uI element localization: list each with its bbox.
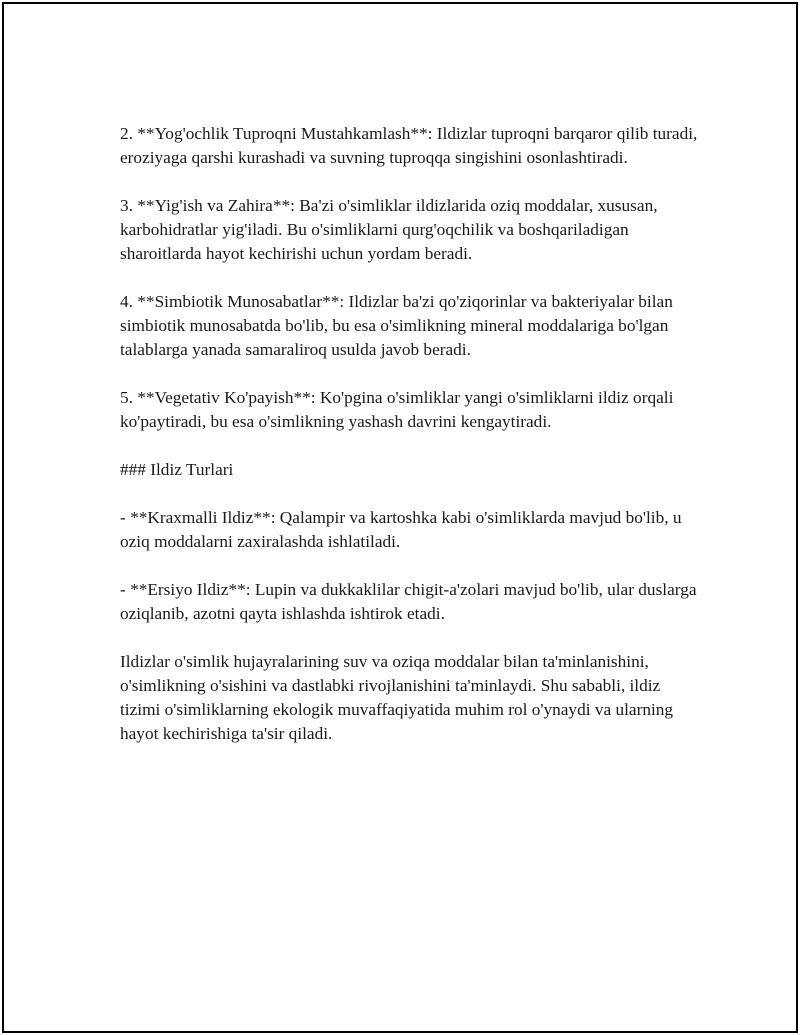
paragraph-conclusion: Ildizlar o'simlik hujayralarining suv va oziqa moddalar bilan ta'minlanishini, o'simlikning o'sishini va dastlabki rivojlanishini ta'minlaydi. Shu sababli, ildiz tizimi o'simliklarning ekologik muvaffaqiyatida muhim rol o'ynaydi va ularning hayot kechirishiga ta'sir qiladi.	[120, 652, 678, 743]
list-item-ersiyo-root: - **Ersiyo Ildiz**: Lupin va dukkaklilar chigit-a'zolari mavjud bo'lib, ular duslarga oziqlanib, azotni qayta ishlashda ishtirok etadi.	[120, 580, 701, 623]
paragraph-vegetative-reproduction: 5. **Vegetativ Ko'payish**: Ko'pgina o'simliklar yangi o'simliklarni ildiz orqali ko'paytiradi, bu esa o'simlikning yashash davrini kengaytiradi.	[120, 388, 678, 431]
paragraph-storage: 3. **Yig'ish va Zahira**: Ba'zi o'simliklar ildizlarida oziq moddalar, xususan, karbohidratlar yig'iladi. Bu o'simliklarni qurg'oqchilik va boshqariladigan sharoitlarda hayot kechirishi uchun yordam beradi.	[120, 196, 662, 263]
section-heading-root-types: ### Ildiz Turlari	[120, 460, 234, 479]
paragraph-symbiosis: 4. **Simbiotik Munosabatlar**: Ildizlar ba'zi qo'ziqorinlar va bakteriyalar bilan simbiotik munosabatda bo'lib, bu esa o'simlikning mineral moddalariga bo'lgan talablarga yanada samaraliroq usulda javob beradi.	[120, 292, 678, 359]
paragraph-soil-stabilization: 2. **Yog'ochlik Tuproqni Mustahkamlash**: Ildizlar tuproqni barqaror qilib turadi, eroziyaga qarshi kurashadi va suvning tuproqqa singishini osonlashtiradi.	[120, 124, 702, 167]
page-frame	[2, 2, 798, 1033]
list-item-starchy-root: - **Kraxmalli Ildiz**: Qalampir va kartoshka kabi o'simliklarda mavjud bo'lib, u oziq moddalarni zaxiralashda ishlatiladi.	[120, 508, 686, 551]
document-body	[120, 122, 700, 770]
